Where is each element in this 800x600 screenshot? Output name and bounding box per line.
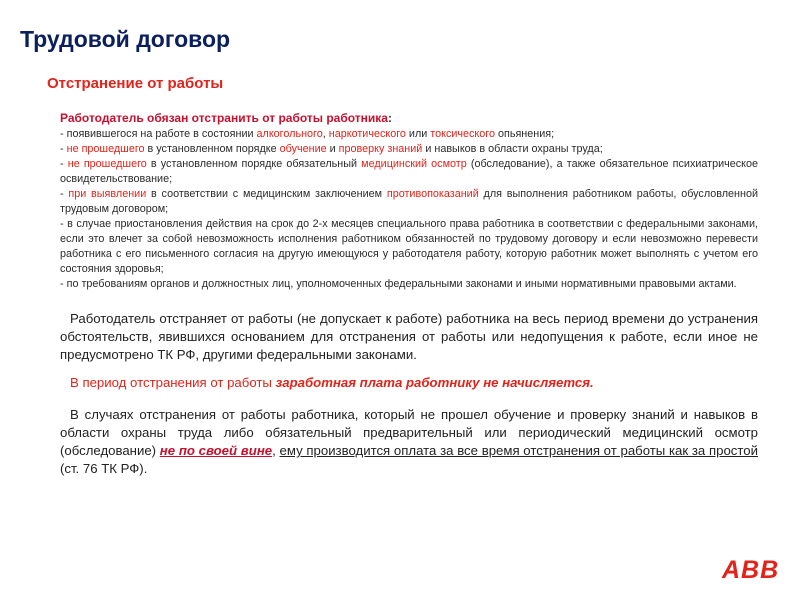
item3-e: (обследование), а также обязательное психиатрическое освидетельствование; [60,158,759,185]
list-item-contraindications [60,187,758,217]
item1-narcotic: наркотического [328,128,406,140]
item2-knowledge-check: проверку знаний [338,143,423,155]
abb-logo: ABB [722,556,780,584]
lead-text: Работодатель обязан отстранить от работы работника [60,111,388,125]
item4-contraindications: противопоказаний [386,188,479,200]
list-item-training [60,142,758,157]
list-item-medical [60,157,758,187]
obligation-lead [60,110,758,126]
item2-not-passed: не прошедшего [66,143,145,155]
para3-payment: ему производится оплата за все время отстранения от работы как за простой [279,443,758,458]
list-item-authorities: - по требованиям органов и должностных лиц, уполномоченных федеральными законами и иными нормативными правовыми актами. [60,278,737,290]
item4-c: в соответствии с медицинским заключением [146,188,387,200]
item3-medical-exam: медицинский осмотр [361,158,467,170]
paragraph-period: Работодатель отстраняет от работы (не допускает к работе) работника на весь период времени до устранения обстоятельств, явившихся основанием для отстранения от работы или недопущения к работе, если иное не предусмотрено ТК РФ, другими федеральными законами. [60,311,758,362]
para3-not-own-fault: не по своей вине [159,443,273,458]
paragraph-payment [60,406,758,478]
item2-c: в установленном порядке [144,143,280,155]
item3-not-passed: не прошедшего [67,158,147,170]
list-item-special-right: - в случае приостановления действия на срок до 2-х месяцев специального права работника в соответствии с федеральными законами, если это влечет за собой невозможность исполнения работником обязанностей по трудовому договору и если невозможно перевести работника с его письменного согласия на другую имеющуюся у работодателя работу, которую работник может выполнять с учетом его состояния здоровья; [60,218,758,275]
item2-a: - [60,143,67,155]
item3-a: - [60,158,68,170]
item1-g: опьянения; [494,128,555,140]
paragraph-salary [60,374,758,392]
list-item-intoxication [60,127,758,142]
para2-emphasis: заработная плата работнику не начисляется. [275,375,594,390]
item1-toxic: токсического [430,128,495,140]
item1-a: - появившегося на работе в состоянии [60,128,257,140]
item2-e: и [326,143,339,155]
obligations-block [60,110,758,292]
para3-a: В случаях отстранения от работы работника, который не прошел обучение и проверку знаний и навыков в области охраны труда либо обязательный предварительный или периодический медицинский осмотр (обследование) [60,407,758,458]
para3-e: (ст. 76 ТК РФ). [60,461,148,476]
item4-e: для выполнения работником работы, обусловленной трудовым договором; [60,188,758,215]
item3-c: в установленном порядке обязательный [146,158,362,170]
item4-detection: при выявлении [68,188,147,200]
slide-content [60,110,758,478]
section-subtitle: Отстранение от работы [47,75,224,92]
para2-text: В период отстранения от работы [70,375,276,390]
item2-g: и навыков в области охраны труда; [422,143,603,155]
lead-colon: : [387,111,392,125]
slide-title: Трудовой договор [20,26,231,52]
para3-c: , [272,443,280,458]
item1-alcohol: алкогольного [256,128,323,140]
item4-a: - [60,188,69,200]
item2-training: обучение [279,143,327,155]
item1-e: или [405,128,431,140]
item1-c: , [322,128,329,140]
